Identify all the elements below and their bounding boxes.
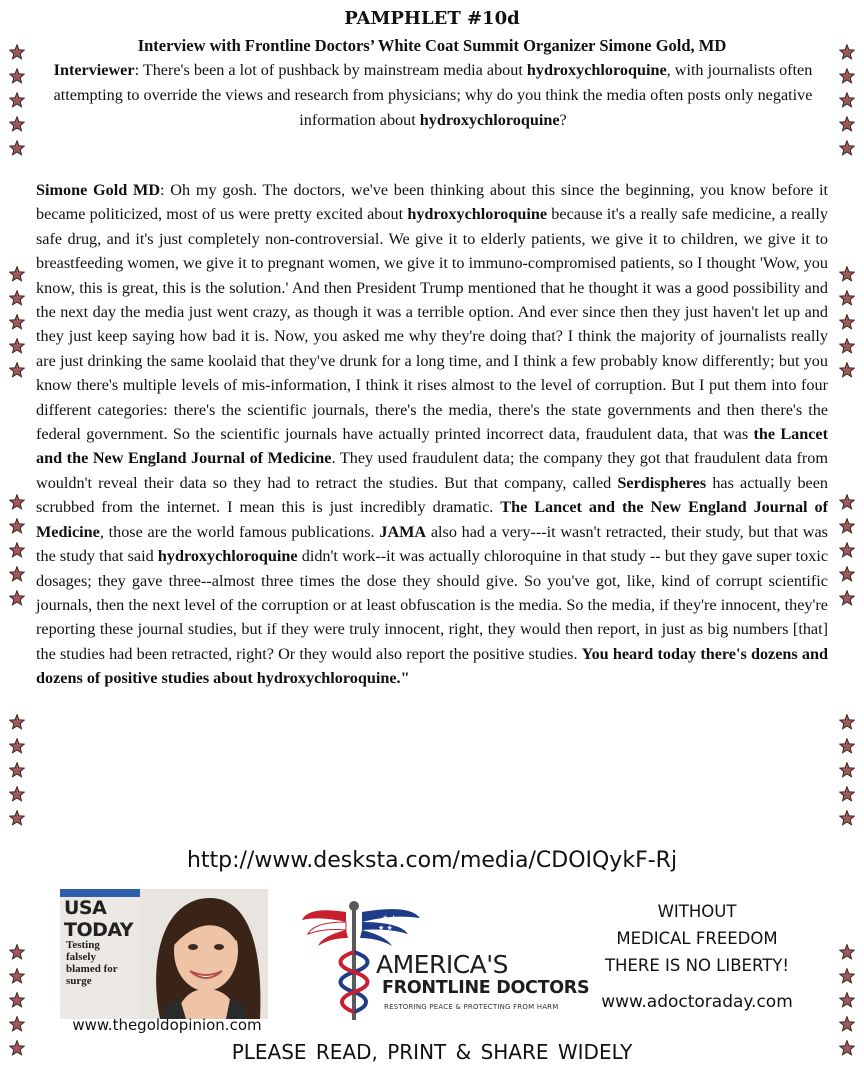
star-icon bbox=[839, 266, 855, 282]
keyword-hcq: hydroxychloroquine bbox=[419, 111, 560, 129]
star-icon bbox=[9, 590, 25, 606]
star-border-right-lower-mid bbox=[836, 710, 858, 830]
star-icon bbox=[839, 290, 855, 306]
portrait-image bbox=[140, 889, 268, 1019]
question-text: , with journalists often attempting to override the views and research from physicians; why do you think the media often posts only negative information about bbox=[53, 61, 813, 129]
share-footer: PLEASE READ, PRINT & SHARE WIDELY bbox=[231, 1040, 633, 1064]
star-icon bbox=[9, 566, 25, 582]
star-border-left-lower-mid bbox=[6, 710, 28, 830]
star-icon bbox=[9, 738, 25, 754]
wing-left bbox=[302, 910, 348, 946]
star-icon bbox=[839, 362, 855, 378]
star-icon bbox=[839, 992, 855, 1008]
gold-opinion-link[interactable]: www.thegoldopinion.com bbox=[72, 1016, 262, 1034]
star-icon bbox=[839, 140, 855, 156]
logo-tagline: RESTORING PEACE & PROTECTING FROM HARM bbox=[384, 1003, 559, 1011]
star-icon bbox=[839, 714, 855, 730]
keyword-hcq: hydroxychloroquine bbox=[157, 547, 298, 566]
svg-text:★ ★: ★ ★ bbox=[378, 924, 393, 932]
star-icon bbox=[9, 1016, 25, 1032]
closing-quote: You heard today there's dozens and dozens of positive studies about hydroxychloroquine." bbox=[36, 644, 828, 688]
wing-right bbox=[360, 909, 420, 946]
slogan-line: WITHOUT bbox=[657, 902, 737, 921]
pamphlet-title: PAMPHLET #10d bbox=[344, 8, 520, 29]
star-icon bbox=[9, 944, 25, 960]
star-icon bbox=[839, 968, 855, 984]
star-icon bbox=[9, 968, 25, 984]
star-icon bbox=[839, 116, 855, 132]
star-border-right-top bbox=[836, 40, 858, 160]
star-icon bbox=[9, 542, 25, 558]
star-icon bbox=[9, 338, 25, 354]
keyword-company: Serdispheres bbox=[617, 473, 707, 492]
staff-knob bbox=[349, 901, 359, 911]
star-icon bbox=[9, 314, 25, 330]
simone-gold-photo bbox=[60, 889, 268, 1019]
source-url-link[interactable]: http://www.desksta.com/media/CDOIQykF-Rj bbox=[186, 848, 678, 873]
star-border-left-upper-mid bbox=[6, 262, 28, 382]
star-icon bbox=[9, 762, 25, 778]
answer-text: didn't work--it was actually chloroquine in that study -- but they gave super toxic dosages; they gave three--almost three times the dose they should give. So you've got, like, kind of corrupt scientific journals, then the next level of the corruption or at least obfuscation is the media. So the media, if they're innocent, they're reporting these journal studies, but if they were truly innocent, right, they would then report, in just as big numbers [that] the studies had been retracted, right? Or they would also report the positive studies. bbox=[36, 547, 829, 663]
answer-text: : Oh my gosh. The doctors, we've been thinking about this since the beginning, you know before it became politicized, most of us were pretty excited about bbox=[36, 181, 828, 224]
answer-speaker-label: Simone Gold MD bbox=[36, 181, 161, 199]
question-text: : There's been a lot of pushback by mainstream media about bbox=[134, 61, 527, 79]
star-icon bbox=[839, 738, 855, 754]
star-icon bbox=[839, 68, 855, 84]
slogan-line: MEDICAL FREEDOM bbox=[616, 929, 778, 948]
star-icon bbox=[839, 518, 855, 534]
star-icon bbox=[839, 1016, 855, 1032]
newspaper-headline: Testing falsely blamed for surge bbox=[66, 939, 118, 987]
star-icon bbox=[839, 762, 855, 778]
star-border-left-mid bbox=[6, 490, 28, 610]
star-icon bbox=[9, 992, 25, 1008]
svg-text:★ ★: ★ ★ bbox=[382, 914, 397, 922]
keyword-journals: The Lancet and the New England Journal of Medicine bbox=[36, 498, 828, 541]
keyword-journals: the Lancet and the New England Journal of Medicine bbox=[36, 425, 828, 468]
star-icon bbox=[9, 494, 25, 510]
star-icon bbox=[839, 944, 855, 960]
question-text: ? bbox=[559, 111, 567, 129]
star-icon bbox=[839, 338, 855, 354]
adoctoraday-link[interactable]: www.adoctoraday.com bbox=[601, 992, 793, 1012]
star-icon bbox=[839, 810, 855, 826]
star-icon bbox=[839, 786, 855, 802]
star-icon bbox=[9, 140, 25, 156]
answer-text: , those are the world famous publications. bbox=[99, 522, 380, 541]
interviewer-question bbox=[40, 58, 826, 133]
keyword-hcq: hydroxychloroquine bbox=[407, 205, 548, 224]
star-icon bbox=[839, 542, 855, 558]
staff bbox=[352, 910, 356, 1020]
star-icon bbox=[839, 92, 855, 108]
answer-text: because it's a really safe medicine, a really safe drug, and it's just completely non-controversial. We give it to elderly patients, we give it to children, we give it to breastfeeding women, we give it to pregnant women, we give it to immuno-compromised patients, so I thought 'Wow, you know, this is great, this is the solution.' And then President Trump mentioned that he thought it was a good possibility and the next day the media just went crazy, as though it was a terrible option. And ever since then they just haven't let up and they just keep saying how bad it is. Now, you asked me why they're doing that? I think the majority of journalists really are just drinking the same koolaid that they've drunk for a long time, and I think a few probably know differently; but you know there's multiple levels of mis-information, I think it rises almost to the level of corruption. But I put them into four different categories: there's the scientific journals, there's the media, there's the state governments and then there's the federal government. So the scientific journals have actually printed incorrect data, fraudulent data, that was bbox=[36, 205, 828, 444]
newspaper-masthead: USA TODAY bbox=[64, 897, 134, 941]
answer-text: . They used fraudulent data; the company they got that fraudulent data from wouldn't reveal their data so they had to retract the studies. But that company, called bbox=[36, 449, 828, 492]
star-icon bbox=[839, 590, 855, 606]
logo-name-line1: AMERICA'S bbox=[376, 950, 509, 979]
star-icon bbox=[9, 92, 25, 108]
interview-answer bbox=[36, 178, 828, 691]
answer-text: has actually been scrubbed from the internet. I mean this is just incredibly dramatic. bbox=[36, 473, 828, 517]
star-icon bbox=[9, 786, 25, 802]
keyword-hcq: hydroxychloroquine bbox=[526, 61, 667, 79]
star-border-right-upper-mid bbox=[836, 262, 858, 382]
star-icon bbox=[9, 68, 25, 84]
pamphlet-subtitle: Interview with Frontline Doctors’ White Coat Summit Organizer Simone Gold, MD bbox=[137, 36, 727, 55]
star-border-right-mid bbox=[836, 490, 858, 610]
logo-name-line2: FRONTLINE DOCTORS bbox=[382, 978, 590, 998]
star-icon bbox=[9, 266, 25, 282]
freedom-slogan bbox=[578, 898, 816, 979]
keyword-jama: JAMA bbox=[379, 522, 427, 541]
answer-text: also had a very---it wasn't retracted, their study, but that was the study that said bbox=[36, 522, 828, 566]
star-icon bbox=[839, 494, 855, 510]
star-icon bbox=[839, 314, 855, 330]
star-icon bbox=[9, 362, 25, 378]
star-icon bbox=[9, 518, 25, 534]
interviewer-label: Interviewer bbox=[53, 61, 135, 79]
slogan-line: THERE IS NO LIBERTY! bbox=[604, 956, 790, 975]
star-icon bbox=[9, 290, 25, 306]
star-icon bbox=[839, 566, 855, 582]
star-border-left-top bbox=[6, 40, 28, 160]
star-icon bbox=[9, 116, 25, 132]
star-icon bbox=[9, 714, 25, 730]
star-icon bbox=[9, 810, 25, 826]
